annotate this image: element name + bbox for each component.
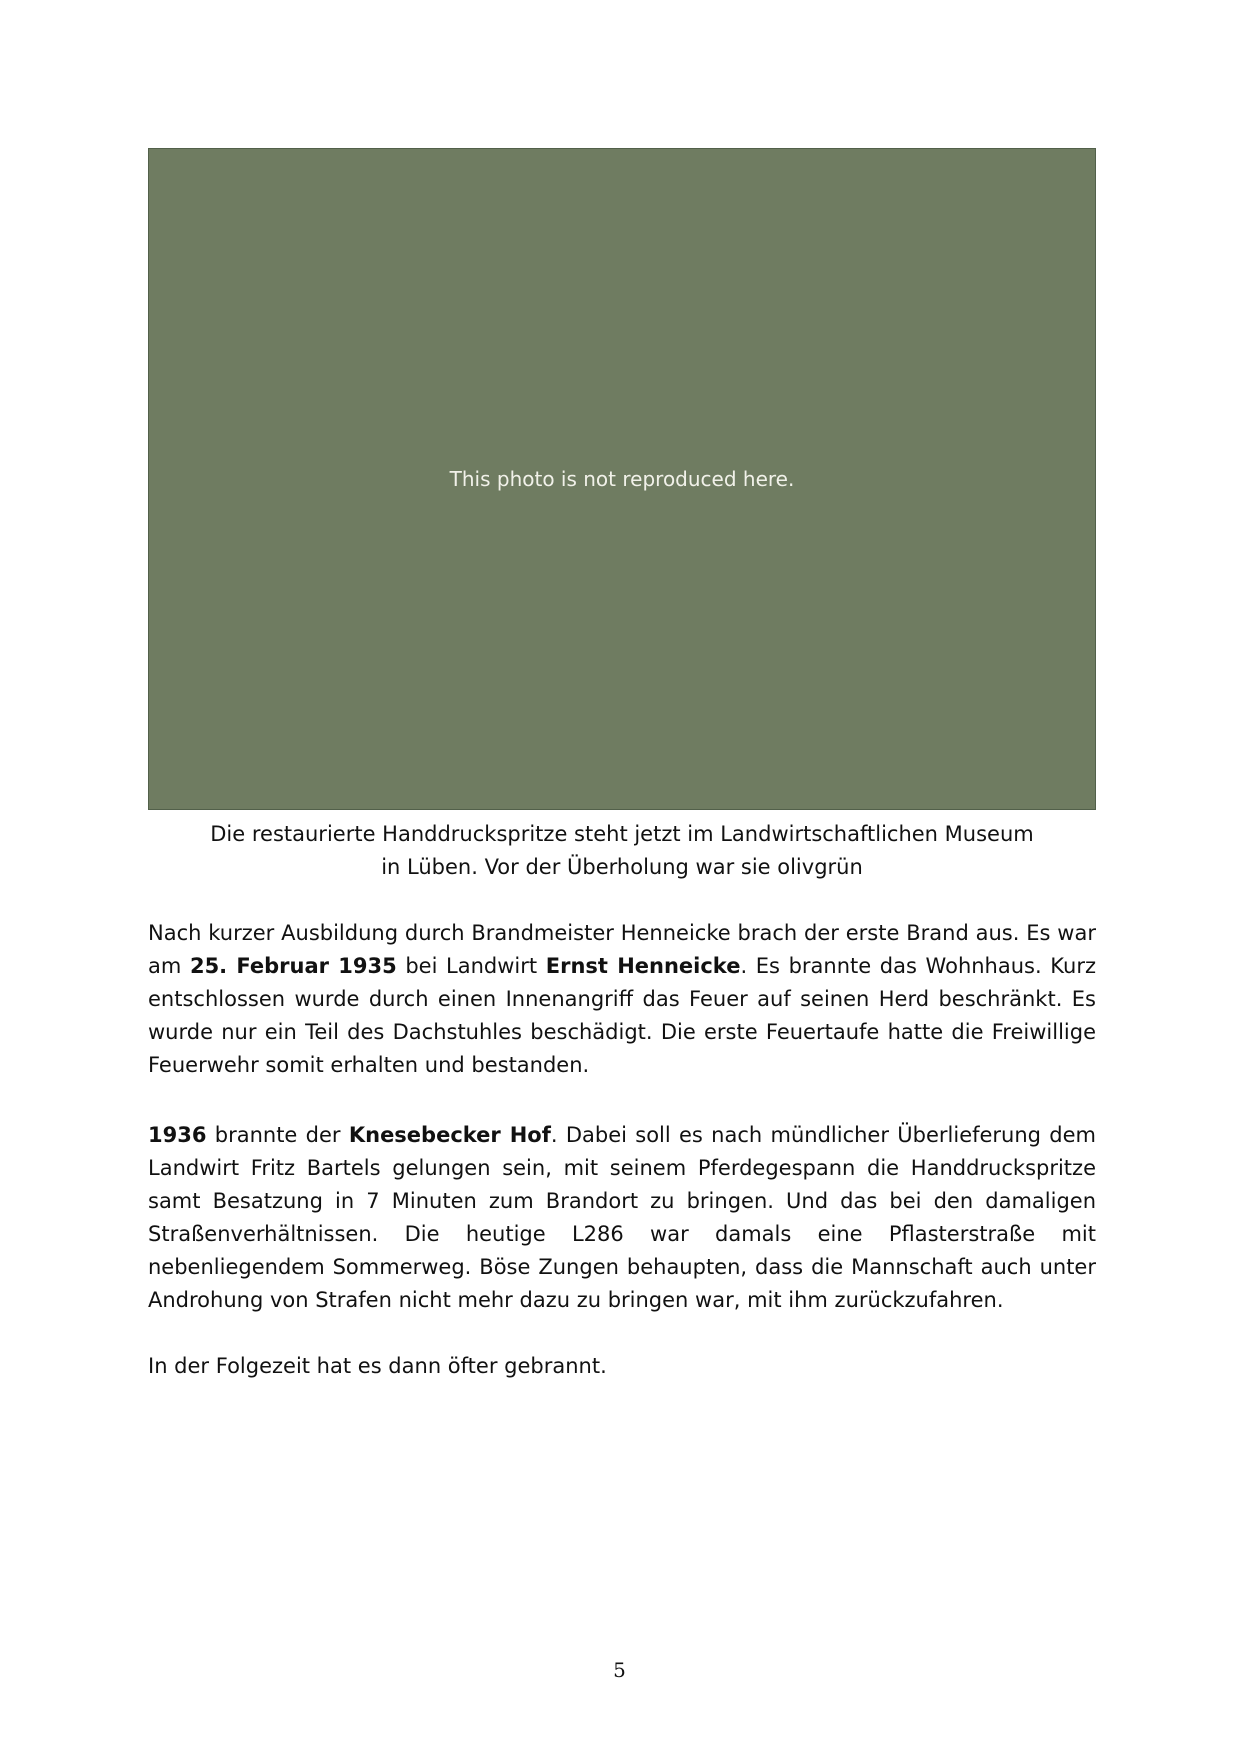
p1-text-2: bei Landwirt xyxy=(396,954,546,978)
p1-text-1: Nach kurzer Ausbildung durch Brandmeister Henneicke brach der erste Brand aus. Es war am xyxy=(148,921,1096,978)
p2-text-2: . Dabei soll es nach mündlicher Überlieferung dem Landwirt Fritz Bartels gelungen sein, mit seinem Pferdegespann die Handdruckspritze samt Besatzung in 7 Minuten zum Brandort zu bringen. Und das bei den damaligen Straßenverhältnissen. Die heutige L286 war damals eine Pflasterstraße mit nebenliegendem Sommerweg. Böse Zungen behaupten, dass die Mannschaft auch unter Androhung von Strafen nicht mehr dazu zu bringen war, mit ihm zurückzufahren. xyxy=(148,1123,1097,1312)
p2-place: Knesebecker Hof xyxy=(348,1123,551,1147)
paragraph-2 xyxy=(148,1119,1096,1317)
caption-line-2: in Lüben. Vor der Überholung war sie olivgrün xyxy=(381,855,863,879)
p2-year: 1936 xyxy=(148,1123,207,1147)
caption-line-1: Die restaurierte Handdruckspritze steht jetzt im Landwirtschaftlichen Museum xyxy=(210,822,1034,846)
p1-date: 25. Februar 1935 xyxy=(189,954,397,978)
p2-text-1: brannte der xyxy=(206,1123,349,1147)
photo-placeholder xyxy=(148,148,1096,810)
p1-name: Ernst Henneicke xyxy=(545,954,741,978)
paragraph-3: In der Folgezeit hat es dann öfter gebrannt. xyxy=(148,1354,607,1378)
photo-caption xyxy=(148,818,1096,884)
photo-note: This photo is not reproduced here. xyxy=(449,467,795,491)
page-number: 5 xyxy=(613,1658,626,1682)
p1-text-3: . Es brannte das Wohnhaus. Kurz entschlossen wurde durch einen Innenangriff das Feuer auf seinen Herd beschränkt. Es wurde nur ein Teil des Dachstuhles beschädigt. Die erste Feuertaufe hatte die Freiwillige Feuerwehr somit erhalten und bestanden. xyxy=(148,954,1096,1077)
paragraph-1 xyxy=(148,917,1096,1082)
